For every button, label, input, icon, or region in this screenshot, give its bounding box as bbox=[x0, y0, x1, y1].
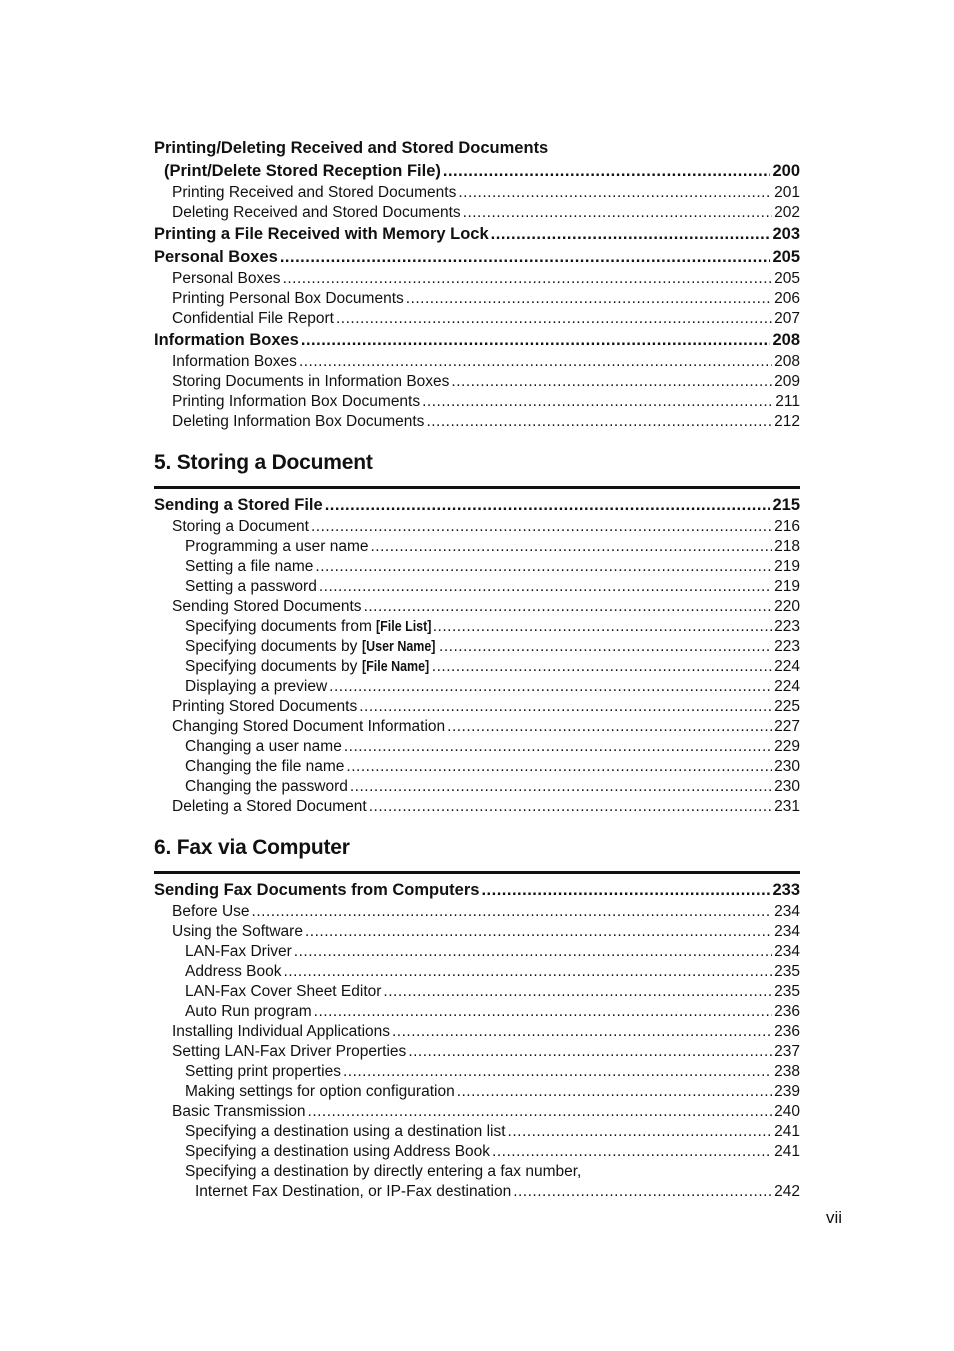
dot-leader bbox=[432, 657, 772, 677]
toc-entry[interactable] bbox=[154, 902, 800, 922]
toc-entry[interactable] bbox=[154, 577, 800, 597]
toc-entry-key-label: [User Name] bbox=[361, 639, 436, 655]
toc-entry[interactable] bbox=[154, 637, 800, 657]
dot-leader bbox=[294, 942, 772, 962]
toc-entry-title bbox=[185, 737, 342, 757]
toc-entry-page: 209 bbox=[774, 373, 800, 390]
toc-entry[interactable] bbox=[154, 557, 800, 577]
toc-entry[interactable] bbox=[154, 269, 800, 289]
toc-entry-title bbox=[185, 657, 430, 677]
toc-entry[interactable] bbox=[154, 1162, 800, 1182]
toc-entry-title bbox=[185, 577, 317, 597]
toc-entry-text: Deleting Information Box Documents bbox=[172, 413, 425, 430]
chapter-heading: 6. Fax via Computer bbox=[154, 836, 350, 859]
toc-entry-text: Specifying documents by bbox=[185, 658, 362, 675]
dot-leader bbox=[491, 223, 771, 246]
toc-entry[interactable] bbox=[154, 160, 800, 183]
toc-entry[interactable] bbox=[154, 1042, 800, 1062]
toc-entry-title bbox=[185, 677, 327, 697]
toc-entry-title bbox=[154, 879, 479, 902]
toc-entry-title bbox=[172, 1022, 390, 1042]
toc-entry-page: 205 bbox=[774, 270, 800, 287]
toc-entry-page: 206 bbox=[774, 290, 800, 307]
toc-entry[interactable] bbox=[154, 1182, 800, 1202]
toc-entry-page: 201 bbox=[774, 184, 800, 201]
toc-entry[interactable] bbox=[154, 517, 800, 537]
toc-entry-page: 223 bbox=[774, 618, 800, 635]
dot-leader bbox=[406, 289, 772, 309]
toc-entry-title bbox=[185, 1062, 341, 1082]
toc-entry-title bbox=[172, 597, 362, 617]
toc-entry[interactable] bbox=[154, 617, 800, 637]
toc-entry-text: Installing Individual Applications bbox=[172, 1023, 390, 1040]
toc-entry-title bbox=[154, 137, 548, 160]
toc-entry-page: 227 bbox=[774, 718, 800, 735]
toc-entry-text: LAN-Fax Cover Sheet Editor bbox=[185, 983, 382, 1000]
toc-entry[interactable] bbox=[154, 982, 800, 1002]
toc-entry-page: 208 bbox=[772, 331, 800, 349]
toc-entry-text: Changing Stored Document Information bbox=[172, 718, 446, 735]
toc-entry-page: 235 bbox=[774, 983, 800, 1000]
toc-entry-title bbox=[185, 777, 348, 797]
toc-entry-text: Sending Stored Documents bbox=[172, 598, 362, 615]
table-of-contents bbox=[154, 137, 800, 1202]
toc-entry-text: Printing/Deleting Received and Stored Documents bbox=[154, 139, 549, 157]
toc-entry-text: Programming a user name bbox=[185, 538, 369, 555]
toc-entry[interactable] bbox=[154, 1102, 800, 1122]
dot-leader bbox=[513, 1182, 772, 1202]
dot-leader bbox=[426, 412, 772, 432]
toc-entry[interactable] bbox=[154, 309, 800, 329]
toc-entry-title bbox=[172, 289, 404, 309]
dot-leader bbox=[371, 537, 773, 557]
toc-entry-text: Setting a password bbox=[185, 578, 317, 595]
toc-entry-page: 225 bbox=[774, 698, 800, 715]
toc-entry-title bbox=[185, 1122, 506, 1142]
toc-entry[interactable] bbox=[154, 412, 800, 432]
toc-entry-page: 240 bbox=[774, 1103, 800, 1120]
dot-leader bbox=[364, 597, 773, 617]
toc-entry-page: 218 bbox=[774, 538, 800, 555]
toc-entry-page: 223 bbox=[774, 638, 800, 655]
toc-entry-title bbox=[154, 329, 299, 352]
toc-entry-page: 236 bbox=[774, 1023, 800, 1040]
toc-entry-text: Printing Information Box Documents bbox=[172, 393, 421, 410]
toc-entry-page: 200 bbox=[772, 162, 800, 180]
toc-entry[interactable] bbox=[154, 1002, 800, 1022]
toc-entry-text: Specifying documents from bbox=[185, 618, 377, 635]
toc-entry-text: Changing the password bbox=[185, 778, 348, 795]
dot-leader bbox=[422, 392, 773, 412]
toc-entry-title bbox=[172, 717, 445, 737]
toc-entry-title bbox=[172, 309, 334, 329]
dot-leader bbox=[343, 1062, 772, 1082]
dot-leader bbox=[319, 577, 772, 597]
toc-entry-text: Confidential File Report bbox=[172, 310, 334, 327]
toc-entry[interactable] bbox=[154, 797, 800, 817]
toc-entry-title bbox=[172, 269, 281, 289]
toc-entry-text: Auto Run program bbox=[185, 1003, 312, 1020]
dot-leader bbox=[451, 372, 772, 392]
toc-entry-text: Basic Transmission bbox=[172, 1103, 306, 1120]
toc-entry-page: 237 bbox=[774, 1043, 800, 1060]
toc-entry[interactable] bbox=[154, 329, 800, 352]
toc-entry-title bbox=[185, 982, 381, 1002]
dot-leader bbox=[299, 352, 772, 372]
toc-entry-title bbox=[185, 1142, 490, 1162]
toc-entry-title bbox=[185, 1002, 312, 1022]
toc-entry[interactable] bbox=[154, 1062, 800, 1082]
dot-leader bbox=[443, 160, 771, 183]
dot-leader bbox=[350, 777, 772, 797]
toc-entry-title bbox=[172, 183, 456, 203]
toc-entry-title bbox=[164, 160, 441, 183]
dot-leader bbox=[439, 637, 772, 657]
toc-entry-text: Specifying a destination using Address Book bbox=[185, 1143, 491, 1160]
chapter-rule bbox=[154, 871, 800, 874]
dot-leader bbox=[280, 246, 771, 269]
toc-entry-page: 235 bbox=[774, 963, 800, 980]
toc-entry-page: 212 bbox=[774, 413, 800, 430]
toc-entry[interactable] bbox=[154, 372, 800, 392]
toc-entry-page: 233 bbox=[772, 881, 800, 899]
toc-entry-title bbox=[172, 1102, 306, 1122]
toc-entry-page: 230 bbox=[774, 758, 800, 775]
toc-entry-text: (Print/Delete Stored Reception File) bbox=[164, 162, 441, 180]
toc-entry-title bbox=[185, 637, 437, 657]
toc-entry-page: 230 bbox=[774, 778, 800, 795]
toc-entry[interactable] bbox=[154, 777, 800, 797]
toc-entry-page: 224 bbox=[774, 658, 800, 675]
toc-entry-title bbox=[185, 537, 369, 557]
toc-entry[interactable] bbox=[154, 137, 800, 160]
toc-entry[interactable] bbox=[154, 183, 800, 203]
dot-leader bbox=[311, 517, 772, 537]
dot-leader bbox=[284, 962, 773, 982]
dot-leader bbox=[392, 1022, 772, 1042]
toc-entry[interactable] bbox=[154, 657, 800, 677]
toc-entry-text: Storing Documents in Information Boxes bbox=[172, 373, 450, 390]
toc-entry-text: Sending Fax Documents from Computers bbox=[154, 881, 480, 899]
toc-entry[interactable] bbox=[154, 246, 800, 269]
toc-entry-text: Printing Personal Box Documents bbox=[172, 290, 404, 307]
toc-entry-page: 220 bbox=[774, 598, 800, 615]
dot-leader bbox=[346, 757, 772, 777]
toc-entry-text: Changing the file name bbox=[185, 758, 345, 775]
toc-entry-title bbox=[172, 412, 424, 432]
toc-entry-key-label: [File Name] bbox=[361, 659, 429, 675]
toc-entry-text: Storing a Document bbox=[172, 518, 309, 535]
toc-entry[interactable] bbox=[154, 1022, 800, 1042]
toc-entry[interactable] bbox=[154, 962, 800, 982]
dot-leader bbox=[336, 309, 772, 329]
dot-leader bbox=[329, 677, 772, 697]
toc-entry-text: Address Book bbox=[185, 963, 282, 980]
toc-entry-text: Printing a File Received with Memory Lock bbox=[154, 225, 489, 243]
toc-entry-page: 203 bbox=[772, 225, 800, 243]
toc-entry[interactable] bbox=[154, 289, 800, 309]
dot-leader bbox=[283, 269, 773, 289]
toc-entry-text: Changing a user name bbox=[185, 738, 342, 755]
dot-leader bbox=[458, 183, 772, 203]
toc-entry[interactable] bbox=[154, 203, 800, 223]
toc-entry-page: 224 bbox=[774, 678, 800, 695]
toc-entry-title bbox=[172, 922, 303, 942]
toc-entry-page: 219 bbox=[774, 558, 800, 575]
toc-entry-title bbox=[172, 1042, 406, 1062]
toc-entry[interactable] bbox=[154, 1142, 800, 1162]
toc-entry[interactable] bbox=[154, 597, 800, 617]
toc-entry-title bbox=[172, 392, 420, 412]
toc-entry-text: Printing Stored Documents bbox=[172, 698, 358, 715]
toc-entry-title bbox=[172, 697, 357, 717]
toc-entry-title bbox=[185, 1162, 581, 1182]
dot-leader bbox=[325, 494, 771, 517]
dot-leader bbox=[492, 1142, 772, 1162]
toc-entry-text: Setting a file name bbox=[185, 558, 314, 575]
toc-entry-title bbox=[185, 617, 431, 637]
toc-entry-page: 207 bbox=[774, 310, 800, 327]
toc-entry-page: 234 bbox=[774, 923, 800, 940]
toc-entry-title bbox=[172, 517, 309, 537]
toc-entry-text: Specifying a destination by directly entering a fax number, bbox=[185, 1163, 582, 1180]
page-number: vii bbox=[826, 1208, 843, 1227]
toc-entry-text: Personal Boxes bbox=[172, 270, 281, 287]
toc-entry-text: Sending a Stored File bbox=[154, 496, 323, 514]
toc-entry-text: LAN-Fax Driver bbox=[185, 943, 292, 960]
toc-entry[interactable] bbox=[154, 352, 800, 372]
toc-entry-title bbox=[154, 494, 323, 517]
toc-entry-page: 234 bbox=[774, 903, 800, 920]
dot-leader bbox=[315, 557, 772, 577]
toc-entry-page: 229 bbox=[774, 738, 800, 755]
toc-entry-title bbox=[154, 246, 278, 269]
toc-entry-page: 241 bbox=[774, 1123, 800, 1140]
toc-entry-title bbox=[172, 902, 250, 922]
toc-entry[interactable] bbox=[154, 737, 800, 757]
toc-entry-page: 215 bbox=[772, 496, 800, 514]
toc-entry-text: Setting print properties bbox=[185, 1063, 341, 1080]
toc-entry[interactable] bbox=[154, 942, 800, 962]
toc-entry[interactable] bbox=[154, 717, 800, 737]
toc-entry-page: 234 bbox=[774, 943, 800, 960]
dot-leader bbox=[369, 797, 772, 817]
dot-leader bbox=[383, 982, 772, 1002]
toc-entry-text: Personal Boxes bbox=[154, 248, 278, 266]
toc-entry-title bbox=[185, 1082, 455, 1102]
toc-entry-page: 211 bbox=[775, 393, 800, 410]
toc-entry-page: 238 bbox=[774, 1063, 800, 1080]
toc-entry[interactable] bbox=[154, 537, 800, 557]
dot-leader bbox=[447, 717, 772, 737]
dot-leader bbox=[408, 1042, 772, 1062]
dot-leader bbox=[508, 1122, 773, 1142]
toc-entry-title bbox=[185, 557, 313, 577]
toc-entry-page: 236 bbox=[774, 1003, 800, 1020]
toc-entry-title bbox=[195, 1182, 511, 1202]
toc-entry-text: Internet Fax Destination, or IP-Fax destination bbox=[195, 1183, 512, 1200]
toc-entry-text: Information Boxes bbox=[154, 331, 299, 349]
dot-leader bbox=[457, 1082, 772, 1102]
toc-entry-text: Deleting Received and Stored Documents bbox=[172, 204, 461, 221]
toc-entry[interactable] bbox=[154, 223, 800, 246]
toc-entry-text: Before Use bbox=[172, 903, 250, 920]
dot-leader bbox=[314, 1002, 772, 1022]
toc-entry-page: 231 bbox=[774, 798, 800, 815]
toc-entry-title bbox=[185, 942, 292, 962]
toc-entry[interactable] bbox=[154, 494, 800, 517]
toc-entry-page: 208 bbox=[774, 353, 800, 370]
dot-leader bbox=[344, 737, 772, 757]
chapter-rule bbox=[154, 486, 800, 489]
dot-leader bbox=[301, 329, 771, 352]
toc-entry[interactable] bbox=[154, 697, 800, 717]
toc-entry-title bbox=[172, 797, 367, 817]
toc-entry-text: Using the Software bbox=[172, 923, 303, 940]
toc-entry-page: 202 bbox=[774, 204, 800, 221]
toc-entry-page: 242 bbox=[774, 1183, 800, 1200]
toc-entry[interactable] bbox=[154, 392, 800, 412]
toc-entry-title bbox=[172, 372, 449, 392]
toc-entry-title bbox=[172, 352, 297, 372]
toc-entry-key-label: [File List] bbox=[376, 619, 432, 635]
toc-entry-page: 216 bbox=[774, 518, 800, 535]
toc-entry-page: 205 bbox=[772, 248, 800, 266]
dot-leader bbox=[481, 879, 770, 902]
dot-leader bbox=[252, 902, 773, 922]
toc-entry-page: 219 bbox=[774, 578, 800, 595]
toc-entry-text: Making settings for option configuration bbox=[185, 1083, 455, 1100]
toc-entry[interactable] bbox=[154, 1122, 800, 1142]
toc-entry-text: Displaying a preview bbox=[185, 678, 328, 695]
dot-leader bbox=[359, 697, 772, 717]
toc-entry-page: 241 bbox=[774, 1143, 800, 1160]
dot-leader bbox=[433, 617, 772, 637]
toc-entry-text: Deleting a Stored Document bbox=[172, 798, 367, 815]
chapter-heading: 5. Storing a Document bbox=[154, 451, 373, 474]
toc-entry[interactable] bbox=[154, 677, 800, 697]
toc-entry-title bbox=[185, 757, 344, 777]
toc-entry-title bbox=[172, 203, 461, 223]
toc-entry-text: Printing Received and Stored Documents bbox=[172, 184, 457, 201]
toc-entry-text: Specifying a destination using a destination list bbox=[185, 1123, 506, 1140]
dot-leader bbox=[308, 1102, 773, 1122]
toc-entry-title bbox=[154, 223, 489, 246]
toc-entry[interactable] bbox=[154, 922, 800, 942]
toc-entry-page: 239 bbox=[774, 1083, 800, 1100]
toc-entry[interactable] bbox=[154, 879, 800, 902]
toc-entry-text: Information Boxes bbox=[172, 353, 297, 370]
toc-entry[interactable] bbox=[154, 1082, 800, 1102]
toc-entry[interactable] bbox=[154, 757, 800, 777]
dot-leader bbox=[463, 203, 772, 223]
toc-entry-text: Setting LAN-Fax Driver Properties bbox=[172, 1043, 407, 1060]
dot-leader bbox=[305, 922, 772, 942]
toc-entry-text: Specifying documents by bbox=[185, 638, 362, 655]
toc-entry-title bbox=[185, 962, 282, 982]
